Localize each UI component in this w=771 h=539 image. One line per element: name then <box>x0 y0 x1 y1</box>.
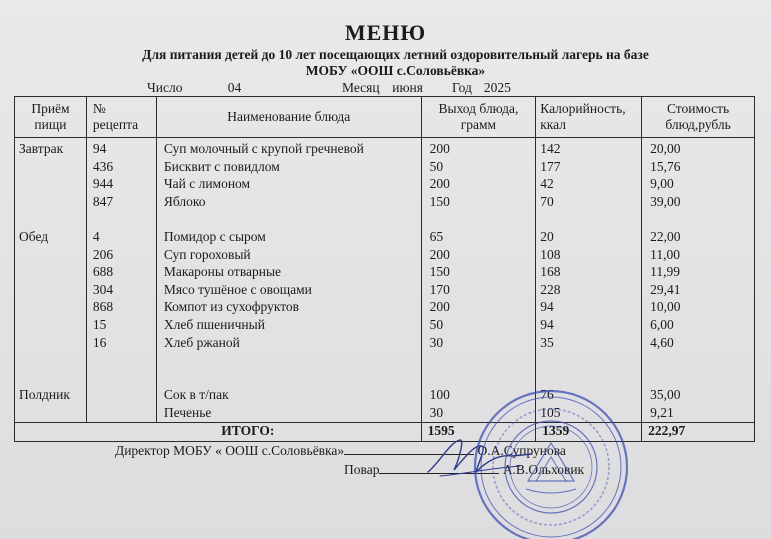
dish-grams: 100 <box>429 387 450 403</box>
header-yield <box>421 97 536 138</box>
meal-blank <box>19 334 86 352</box>
director-name: О.А.Супрунова <box>477 443 566 458</box>
recipe-number <box>93 386 156 404</box>
dish-kcal: 70 <box>540 193 554 209</box>
dish-kcal: 105 <box>540 404 561 420</box>
cook-name: А.В.Ольховик <box>502 462 585 477</box>
dish-kcal: 142 <box>540 141 561 156</box>
row-gap <box>430 369 536 387</box>
dish-name: Печенье <box>163 404 212 420</box>
dish-cost: 9,00 <box>650 176 674 192</box>
meal-name: Завтрак <box>19 141 64 156</box>
total-kcal: 1359 <box>536 422 642 441</box>
dish-kcal: 177 <box>540 158 561 174</box>
page-title: МЕНЮ <box>344 20 427 45</box>
row-gap <box>19 351 86 369</box>
dish-grams: 30 <box>429 404 444 420</box>
dish-cost: 9,21 <box>650 404 674 420</box>
row-gap <box>93 351 156 369</box>
dish-name: Яблоко <box>163 193 206 209</box>
row-gap <box>540 369 641 387</box>
date-day <box>147 80 286 97</box>
dish-cost: 11,99 <box>650 264 681 280</box>
header-calories-line2: ккал <box>540 117 567 132</box>
meal-blank <box>19 193 86 211</box>
subtitle-line-1: Для питания детей до 10 лет посещающих летний оздоровительный лагерь на базе <box>142 47 649 62</box>
dish-kcal: 76 <box>540 387 554 403</box>
dish-grams: 170 <box>429 281 450 297</box>
header-recipe-line2: рецепта <box>92 117 139 132</box>
total-row <box>15 422 755 441</box>
meal-blank <box>19 246 86 264</box>
dish-name: Хлеб ржаной <box>163 334 240 350</box>
dish-kcal: 228 <box>540 281 561 297</box>
dish-grams: 200 <box>429 176 450 192</box>
date-year-label: Год <box>452 80 472 95</box>
dish-cost: 29,41 <box>650 281 681 297</box>
dish-cost: 11,00 <box>650 246 681 262</box>
total-label: ИТОГО: <box>15 422 422 441</box>
meal-blank <box>19 298 86 316</box>
date-year <box>452 80 580 97</box>
row-gap <box>19 369 86 387</box>
row-gap <box>650 369 754 387</box>
meal-blank <box>19 175 86 193</box>
header-cost-line2: блюд,рубль <box>665 117 731 132</box>
recipe-number: 944 <box>92 176 114 192</box>
dish-name: Макароны отварные <box>163 264 282 280</box>
dish-kcal: 35 <box>540 334 554 350</box>
meal-blank <box>19 158 86 176</box>
meal-blank <box>19 281 86 299</box>
date-day-value: 04 <box>182 80 286 97</box>
dish-cost: 22,00 <box>650 228 681 244</box>
cost-column <box>642 138 755 423</box>
recipe-number <box>93 404 156 422</box>
header-cost-line1: Стоимость <box>666 101 730 116</box>
row-gap <box>540 210 641 228</box>
recipe-number: 847 <box>92 193 114 209</box>
dish-grams: 200 <box>429 141 450 156</box>
dish-name: Мясо тушёное с овощами <box>163 281 312 297</box>
header-meal-line2: пищи <box>34 117 67 132</box>
recipe-number: 15 <box>92 316 107 332</box>
subtitle-line-2: МОБУ «ООШ с.Соловьёвка» <box>305 63 486 78</box>
date-day-label: Число <box>147 80 183 95</box>
total-grams: 1595 <box>421 422 536 441</box>
row-gap <box>164 210 421 228</box>
header-dish: Наименование блюда <box>156 97 421 138</box>
meal-blank <box>19 316 86 334</box>
dish-cost: 10,00 <box>650 299 681 315</box>
date-month-label: Месяц <box>342 80 380 95</box>
dish-kcal: 94 <box>540 316 554 332</box>
header-cost <box>642 97 755 138</box>
table-header-row <box>15 97 755 138</box>
meal-blank <box>19 263 86 281</box>
row-gap <box>19 210 86 228</box>
dish-cost: 39,00 <box>650 193 681 209</box>
meal-name: Обед <box>19 228 49 244</box>
header-meal <box>15 97 87 138</box>
table-body-row <box>15 138 755 423</box>
row-gap <box>430 210 536 228</box>
dish-grams: 30 <box>429 334 444 350</box>
recipe-number: 4 <box>92 228 100 244</box>
total-cost: 222,97 <box>642 422 755 441</box>
dish-kcal: 168 <box>540 264 561 280</box>
dish-column <box>156 138 421 423</box>
recipe-number: 868 <box>92 299 114 315</box>
row-gap <box>650 210 754 228</box>
row-gap <box>93 369 156 387</box>
dish-grams: 150 <box>429 193 450 209</box>
recipe-number: 94 <box>92 141 107 156</box>
grams-column <box>421 138 536 423</box>
dish-grams: 200 <box>429 299 450 315</box>
row-gap <box>164 351 421 369</box>
dish-kcal: 42 <box>540 176 554 192</box>
meal-blank <box>19 404 86 422</box>
header-meal-line1: Приём <box>31 101 70 116</box>
row-gap <box>540 351 641 369</box>
recipe-number: 436 <box>92 158 114 174</box>
dish-name: Сок в т/пак <box>163 387 229 403</box>
meal-name: Полдник <box>19 387 70 403</box>
round-seal-icon <box>466 385 636 539</box>
row-gap <box>430 351 536 369</box>
header-calories-line1: Калорийность, <box>540 101 626 116</box>
dish-cost: 6,00 <box>650 316 674 332</box>
recipe-number: 304 <box>92 281 114 297</box>
dish-grams: 150 <box>429 264 450 280</box>
recipe-number: 688 <box>92 264 114 280</box>
dish-name: Хлеб пшеничный <box>163 316 265 332</box>
header-recipe <box>86 97 156 138</box>
row-gap <box>650 351 754 369</box>
recipe-number: 206 <box>92 246 114 262</box>
header-yield-line2: грамм <box>460 117 497 132</box>
dish-kcal: 94 <box>540 299 554 315</box>
date-year-value: 2025 <box>472 80 580 97</box>
dish-grams: 65 <box>429 228 444 244</box>
kcal-column <box>536 138 642 423</box>
recipe-column <box>86 138 156 423</box>
dish-cost: 4,60 <box>650 334 674 350</box>
dish-name: Суп гороховый <box>163 246 251 262</box>
dish-name: Чай с лимоном <box>163 176 251 192</box>
dish-name: Компот из сухофруктов <box>163 299 300 315</box>
dish-cost: 20,00 <box>650 141 681 156</box>
dish-grams: 200 <box>429 246 450 262</box>
dish-grams: 50 <box>429 158 444 174</box>
dish-name: Бисквит с повидлом <box>163 158 280 174</box>
header-recipe-line1: № <box>92 101 106 116</box>
dish-kcal: 20 <box>540 228 554 244</box>
row-gap <box>164 369 421 387</box>
meal-column <box>15 138 87 423</box>
recipe-number: 16 <box>92 334 107 350</box>
cook-label: Повар <box>344 462 380 477</box>
dish-cost: 35,00 <box>650 387 681 403</box>
menu-table <box>14 96 755 442</box>
date-month-value: июня <box>392 80 423 95</box>
dish-name: Суп молочный с крупой гречневой <box>163 141 364 156</box>
dish-cost: 15,76 <box>650 158 681 174</box>
director-label: Директор МОБУ « ООШ с.Соловьёвка» <box>115 443 345 458</box>
row-gap <box>93 210 156 228</box>
date-month <box>342 80 436 96</box>
dish-name: Помидор с сыром <box>163 228 266 244</box>
dish-kcal: 108 <box>540 246 561 262</box>
dish-grams: 50 <box>429 316 444 332</box>
header-yield-line1: Выход блюда, <box>438 101 519 116</box>
header-calories <box>536 97 642 138</box>
